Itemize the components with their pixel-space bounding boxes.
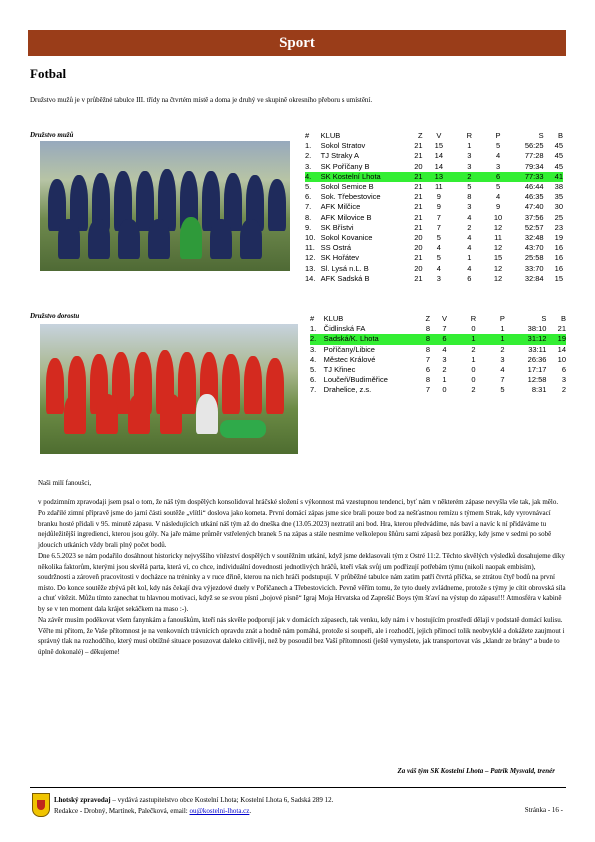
table-cell: 38 xyxy=(554,182,563,192)
table-cell: 47:40 xyxy=(524,202,544,212)
table-cell: 21 xyxy=(414,141,423,151)
table-cell: 5 xyxy=(495,141,501,151)
table-cell: 56:25 xyxy=(524,141,544,151)
table-cell: 10. xyxy=(305,233,316,243)
table-cell: 15 xyxy=(554,273,563,283)
table-cell: 15 xyxy=(493,253,503,263)
youth-league-table xyxy=(310,314,566,396)
table-cell: 20 xyxy=(414,161,423,171)
table-cell: 14 xyxy=(434,151,444,161)
table-cell: 9 xyxy=(495,202,501,212)
table-cell: 5 xyxy=(467,182,472,192)
table-cell: 8 xyxy=(425,324,431,334)
table-cell: 3 xyxy=(467,202,472,212)
table-cell: Sokol Kovanice xyxy=(320,233,373,243)
table-row xyxy=(310,334,566,344)
table-header-cell: P xyxy=(495,131,501,140)
table-cell: 26:36 xyxy=(527,354,547,364)
table-cell: Sok. Třebestovice xyxy=(320,192,381,202)
table-header-cell: # xyxy=(305,131,310,140)
table-cell: 2 xyxy=(442,365,447,375)
table-cell: 11 xyxy=(434,182,443,192)
table-cell: 4. xyxy=(310,354,317,364)
table-header-cell: R xyxy=(470,314,477,323)
table-cell: 15 xyxy=(434,141,444,151)
table-row xyxy=(310,385,566,395)
table-cell: 5. xyxy=(305,182,312,192)
table-cell: Čidlinská FA xyxy=(323,324,366,334)
table-cell: 35 xyxy=(554,192,563,202)
table-cell: 3 xyxy=(436,273,441,283)
table-header-cell: P xyxy=(499,314,505,323)
table-cell: 1. xyxy=(305,141,312,151)
table-header-cell: KLUB xyxy=(323,314,344,323)
table-cell: 14. xyxy=(305,273,316,283)
table-row xyxy=(305,151,563,161)
table-cell: 9. xyxy=(305,222,312,232)
signature: Za váš tým SK Kostelní Lhota – Patrik Mysvald, trenér xyxy=(397,767,555,775)
caption-men: Družstvo mužů xyxy=(30,131,74,139)
letter-paragraph: Po zdařilé zimní přípravě jsme do jarní části soutěže „vlítli“ doslova jako kometa. První domácí zápas jsme sice brali pouze bod za nešťastnou remízu s týmem Strak, kdy vyrovnávací branku hosté přidali v 95. minutě zápasu. V následujících utkání náš tým až do dneška dne (13.05.2023) neztratil ani bod. Hra, kterou předvádíme, nás baví a navíc k ní přidáváme tu nejdůležitější ingredienci, kterou jsou góly. Na jaře máme průměr vstřelených branek 5 na zápas a stále nesmíme velkolepou šňůru sami zápasů bez porážky, kdy jsme v sedmi po sobě jdoucích utkáních vždy brali plný počet bodů. xyxy=(38,509,552,549)
table-cell: 7 xyxy=(436,212,441,222)
table-cell: 1 xyxy=(471,354,476,364)
table-cell: TJ Straky A xyxy=(320,151,360,161)
table-cell: 9 xyxy=(436,202,441,212)
table-header-cell: # xyxy=(310,314,315,323)
table-row xyxy=(305,141,563,151)
men-league-table xyxy=(305,131,563,284)
table-cell: 21 xyxy=(414,273,423,283)
table-cell: 16 xyxy=(554,263,563,273)
letter-paragraph: v podzimním zpravodaji jsem psal o tom, že náš tým dospělých konsolidoval hráčské složení s výkonnost má vzestupnou tendenci, byť nám v některém zápase nevyšla vše tak, jak mělo. xyxy=(38,497,559,506)
table-cell: 10 xyxy=(557,354,566,364)
table-cell: 37:56 xyxy=(524,212,544,222)
table-cell: 12 xyxy=(493,243,503,253)
table-cell: 12 xyxy=(493,273,503,283)
table-cell: 4 xyxy=(436,263,441,273)
table-cell: 25 xyxy=(554,212,563,222)
table-cell: 6. xyxy=(305,192,312,202)
table-cell: AFK Milovice B xyxy=(320,212,372,222)
table-cell: 4 xyxy=(500,365,505,375)
youth-team-photo xyxy=(40,324,298,454)
table-cell: TJ Křinec xyxy=(323,365,356,375)
table-cell: 13. xyxy=(305,263,316,273)
table-cell: 8 xyxy=(425,375,431,385)
table-cell: 8 xyxy=(409,334,430,344)
table-cell: 7 xyxy=(442,324,447,334)
table-cell: 52:57 xyxy=(524,222,544,232)
table-cell: 7. xyxy=(305,202,312,212)
table-cell: Sl. Lysá n.L. B xyxy=(320,263,369,273)
footer-publisher: – vydává zastupitelstvo obce Kostelní Lhota; Kostelní Lhota 6, Sadská 289 12. xyxy=(110,796,334,804)
table-cell: 21 xyxy=(414,253,423,263)
table-cell: 2 xyxy=(455,172,484,182)
village-crest-icon xyxy=(32,793,50,817)
table-cell: 43:70 xyxy=(524,243,544,253)
table-cell: AFK Milčice xyxy=(320,202,361,212)
table-cell: 12:58 xyxy=(527,375,547,385)
table-cell: 12. xyxy=(305,253,316,263)
table-cell: 6. xyxy=(310,375,317,385)
table-row xyxy=(305,182,563,192)
table-header-cell: R xyxy=(466,131,473,140)
table-cell: 8. xyxy=(305,212,312,222)
table-cell: 1. xyxy=(310,324,317,334)
table-header-cell: V xyxy=(436,131,442,140)
caption-youth: Družstvo dorostu xyxy=(30,312,80,320)
table-cell: 1 xyxy=(459,334,488,344)
table-header-cell: B xyxy=(557,131,563,140)
table-cell: 20 xyxy=(414,233,423,243)
table-cell: 21 xyxy=(414,222,423,232)
table-cell: 21 xyxy=(414,182,423,192)
table-cell: 6 xyxy=(430,334,459,344)
table-cell: 1 xyxy=(467,253,472,263)
table-row xyxy=(305,253,563,263)
table-cell: 6 xyxy=(561,365,566,375)
table-row xyxy=(310,345,566,355)
table-cell: 3. xyxy=(305,161,312,171)
table-cell: 77:28 xyxy=(524,151,544,161)
table-cell: 38:10 xyxy=(527,324,547,334)
table-header-cell: V xyxy=(442,314,448,323)
table-cell: 1 xyxy=(467,141,472,151)
table-cell: 5 xyxy=(500,385,505,395)
table-cell: Poříčany/Libice xyxy=(323,344,375,354)
table-cell: 7. xyxy=(310,385,317,395)
table-cell: SK Kostelní Lhota xyxy=(321,172,402,182)
table-header-cell: KLUB xyxy=(320,131,341,140)
table-cell: Městec Králové xyxy=(323,354,376,364)
table-cell: 12 xyxy=(493,263,503,273)
table-row xyxy=(305,162,563,172)
table-cell: 2 xyxy=(561,385,566,395)
table-cell: 3 xyxy=(467,161,472,171)
table-cell: 3 xyxy=(500,354,505,364)
table-cell: 7 xyxy=(500,375,505,385)
table-cell: 21 xyxy=(401,172,422,182)
table-cell: 32:84 xyxy=(524,273,544,283)
table-row xyxy=(305,233,563,243)
table-cell: 79:34 xyxy=(524,161,544,171)
table-cell: 8:31 xyxy=(531,385,547,395)
table-cell: 17:17 xyxy=(527,365,547,375)
table-cell: 7 xyxy=(425,385,431,395)
table-cell: 45 xyxy=(554,141,563,151)
table-cell: 2 xyxy=(471,344,476,354)
table-row xyxy=(305,223,563,233)
table-cell: 13 xyxy=(423,172,456,182)
table-cell: 9 xyxy=(436,192,441,202)
table-cell: 41 xyxy=(544,172,563,182)
table-cell: 4 xyxy=(442,344,447,354)
footer-email-link[interactable]: ou@kostelni-lhota.cz xyxy=(189,807,250,815)
table-row xyxy=(305,213,563,223)
table-cell: 4 xyxy=(467,263,472,273)
table-cell: 4 xyxy=(436,243,441,253)
table-cell: 45 xyxy=(554,151,563,161)
table-row xyxy=(310,355,566,365)
letter-paragraph: Na závěr musím poděkovat všem fanynkám a fanouškům, kteří nás skvěle podporují jak v domácích zápasech, tak venku, kdy nám i v hostujícím prostředí dělají v podstatě domácí kulisu. Věřte mi přitom, že Vaše přítomnost je na venkovních trávnících opravdu znát a hodně nám pomáhá, protože si soupeři, ale i rozhodčí, jejich přímocí tolik neobvyklé a dokážete zaujmout i správný tlak na rozhodčího, který musí obtížné situace posuzovat daleko citlivěji, než by posoudil bez Vaší přítomnosti (ještě vymyslete, jak transportovat vás „klandr ze brány“ a bude to úplně dokonalé) – děkujeme! xyxy=(38,616,565,656)
table-cell: 6 xyxy=(425,365,431,375)
table-cell: 46:35 xyxy=(524,192,544,202)
table-cell: 4 xyxy=(467,243,472,253)
table-cell: 5 xyxy=(436,253,441,263)
table-cell: 21 xyxy=(557,324,566,334)
table-row xyxy=(305,172,563,182)
table-cell: 45 xyxy=(554,161,563,171)
table-cell: 16 xyxy=(554,243,563,253)
table-cell: 11. xyxy=(305,243,315,253)
table-cell: 6 xyxy=(467,273,472,283)
table-cell: SK Hořátev xyxy=(320,253,360,263)
table-cell: 19 xyxy=(554,233,563,243)
table-cell: 16 xyxy=(554,253,563,263)
table-cell: 33:11 xyxy=(528,344,547,354)
footer-divider xyxy=(30,787,566,788)
letter xyxy=(38,478,568,658)
table-cell: 77:33 xyxy=(512,172,543,182)
footer xyxy=(54,795,333,817)
page-number: Stránka - 16 - xyxy=(524,806,563,814)
table-cell: 2 xyxy=(467,222,472,232)
table-cell: 8 xyxy=(467,192,472,202)
table-row xyxy=(305,274,563,284)
table-cell: 4 xyxy=(495,151,501,161)
table-cell: 4 xyxy=(467,233,472,243)
table-row xyxy=(310,375,566,385)
table-row xyxy=(310,365,566,375)
table-header-cell: Z xyxy=(418,131,423,140)
table-cell: 2 xyxy=(471,385,476,395)
table-header-row xyxy=(305,131,563,141)
table-cell: 1 xyxy=(442,375,447,385)
table-cell: 1 xyxy=(488,334,517,344)
table-cell: 21 xyxy=(414,151,423,161)
table-cell: 2. xyxy=(310,334,324,344)
table-cell: 0 xyxy=(471,375,476,385)
table-cell: 10 xyxy=(493,212,503,222)
men-team-photo xyxy=(40,141,290,271)
table-row xyxy=(305,192,563,202)
table-cell: 3 xyxy=(561,375,566,385)
table-row xyxy=(305,243,563,253)
table-cell: 0 xyxy=(442,385,447,395)
table-header-cell: B xyxy=(560,314,566,323)
footer-editors: Redakce - Drobný, Martínek, Palečková, email: xyxy=(54,807,190,815)
table-cell: Sokol Stratov xyxy=(320,141,366,151)
table-cell: 21 xyxy=(414,212,423,222)
table-header-cell: Z xyxy=(425,314,431,323)
table-cell: 23 xyxy=(554,222,563,232)
table-cell: Sadská/K. Lhota xyxy=(324,334,409,344)
table-cell: 7 xyxy=(436,222,441,232)
letter-paragraph: Dne 6.5.2023 se nám podařilo dosáhnout historicky nejvyššího vítězství dospělých v soutěžním utkání, když jsme deklasovali tým z Ostré 11:2. Těchto skvělých výsledků dosahujeme díky několika faktorům, kterými jsou skvělá parta, která ví, co chce, individuální dovednosti jednotlivých hráčů, kteří však svůj um podřizují potřebám týmu (nikoli naopak embisím), soudržnosti a zároveň pracovitosti v docházce na tréninky a v ruce dřině, kterou na nich hráči podstupují. V průběžné tabulce nám zatím patří čtvrtá příčka, se ztrátou čtyř bodů na první místo. Do konce soutěže zbývá pět kol, kdy nás čekají dva výjezdové duely v Poříčanech a Třebestovicích. Pevně věřím tomu, že tyto duely zvládneme, protože s týmy je cítit obrovská síla a chuť vítězit. Můžu tímto zanechat tu hlavnou motivaci, když se se svou písní „bojové písně“ Igraj Moja Hrvatska od Zaprešić Boys tým šťaví na výstup do zápasu!!! Atmosféra v kabině by se v ten moment dala krájet sekáčkem na maso :-). xyxy=(38,552,566,613)
table-row xyxy=(310,324,566,334)
section-banner: Sport xyxy=(28,30,566,56)
table-cell: SS Ostrá xyxy=(320,243,352,253)
footer-title: Lhotský zpravodaj xyxy=(54,796,111,804)
table-header-cell: S xyxy=(538,131,544,140)
footer-email-suffix: . xyxy=(249,807,252,815)
table-cell: 4. xyxy=(305,172,321,182)
table-cell: 4 xyxy=(467,212,472,222)
table-cell: 3. xyxy=(310,344,317,354)
table-cell: 7 xyxy=(425,354,431,364)
table-cell: 30 xyxy=(554,202,563,212)
table-cell: 8 xyxy=(425,344,431,354)
table-cell: Drahelice, z.s. xyxy=(323,385,372,395)
table-cell: 5 xyxy=(436,233,441,243)
table-cell: 21 xyxy=(414,192,423,202)
table-cell: 14 xyxy=(557,344,566,354)
table-cell: 3 xyxy=(467,151,472,161)
table-row xyxy=(305,202,563,212)
table-cell: 46:44 xyxy=(524,182,544,192)
table-cell: 14 xyxy=(434,161,444,171)
table-cell: 6 xyxy=(484,172,513,182)
table-cell: 25:58 xyxy=(524,253,544,263)
table-cell: 1 xyxy=(500,324,505,334)
table-cell: 21 xyxy=(414,202,423,212)
table-cell: Loučeň/Budiměřice xyxy=(323,375,388,385)
table-cell: SK Břístvi xyxy=(320,222,354,232)
intro-text: Družstvo mužů je v průběžné tabulce III. třídy na čtvrtém místě a doma je druhý ve skupině okresního přeboru s umístění. xyxy=(30,96,373,104)
table-cell: 31:12 xyxy=(517,334,547,344)
table-cell: 3 xyxy=(442,354,447,364)
table-cell: 32:48 xyxy=(524,233,544,243)
table-cell: 5. xyxy=(310,365,317,375)
table-row xyxy=(305,264,563,274)
table-cell: 20 xyxy=(414,243,423,253)
letter-greeting: Naši milí fanoušci, xyxy=(38,479,92,487)
table-cell: 2. xyxy=(305,151,312,161)
table-cell: 4 xyxy=(495,192,501,202)
table-header-row xyxy=(310,314,566,324)
table-cell: AFK Sadská B xyxy=(320,273,370,283)
table-cell: 19 xyxy=(546,334,566,344)
table-cell: 2 xyxy=(500,344,505,354)
table-cell: 0 xyxy=(471,324,476,334)
table-cell: SK Poříčany B xyxy=(320,161,370,171)
table-cell: 33:70 xyxy=(524,263,544,273)
table-cell: 5 xyxy=(495,182,501,192)
table-cell: 3 xyxy=(495,161,501,171)
section-title: Fotbal xyxy=(30,66,67,81)
table-cell: 0 xyxy=(471,365,476,375)
table-cell: 11 xyxy=(494,233,502,243)
table-cell: 12 xyxy=(493,222,503,232)
table-cell: 20 xyxy=(414,263,423,273)
table-cell: Sokol Semice B xyxy=(320,182,374,192)
table-header-cell: S xyxy=(541,314,547,323)
